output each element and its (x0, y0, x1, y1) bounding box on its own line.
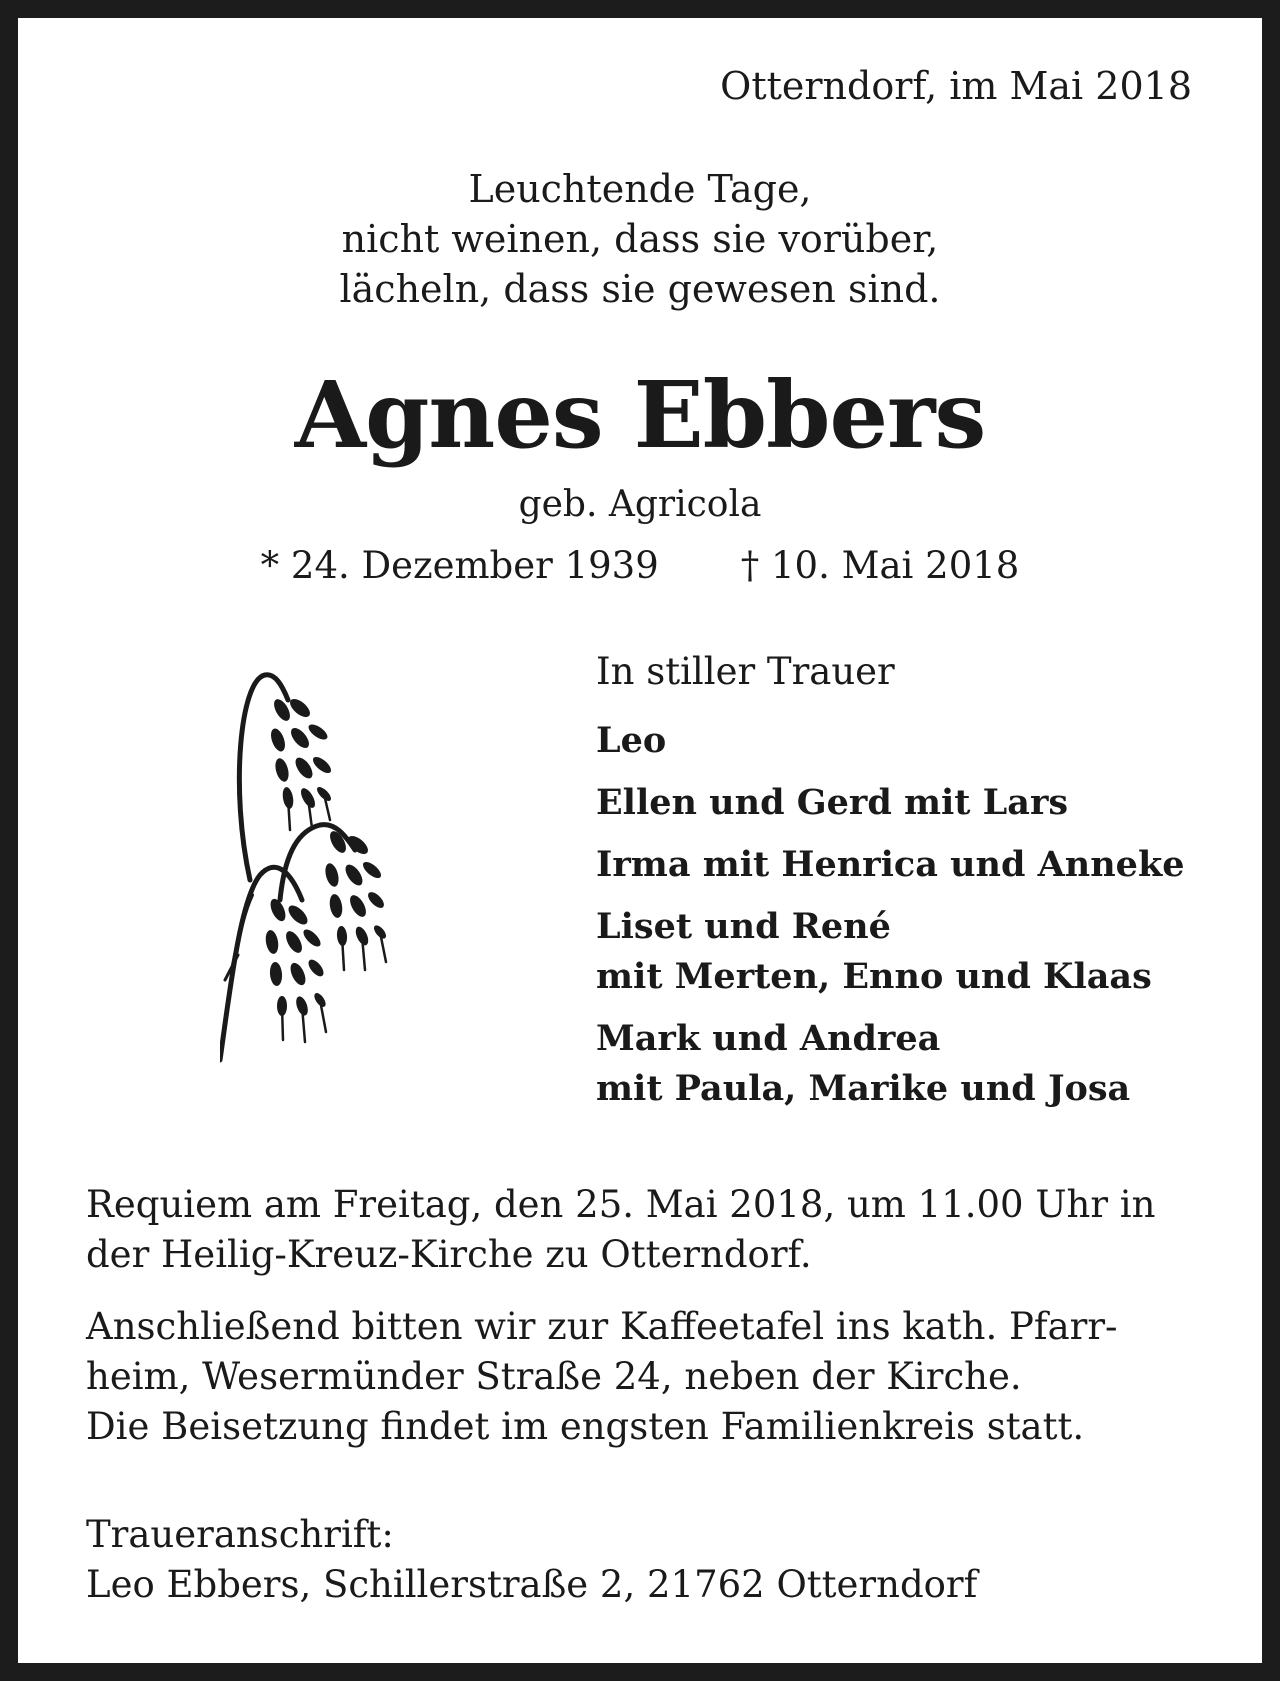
mourner-group (596, 778, 1216, 828)
mourner-line: mit Paula, Marike und Josa (596, 1068, 1131, 1109)
address-line: Leo Ebbers, Schillerstraße 2, 21762 Otterndorf (86, 1563, 978, 1606)
burial-info: Die Beisetzung findet im engsten Familienkreis statt. (86, 1405, 1085, 1448)
deceased-name: Agnes Ebbers (294, 361, 986, 469)
mourner-line: Ellen und Gerd mit Lars (596, 782, 1069, 823)
mourner-group (596, 840, 1216, 890)
address-label: Traueranschrift: (86, 1513, 394, 1556)
poem-line: Leuchtende Tage, (468, 167, 812, 211)
requiem-line: Requiem am Freitag, den 25. Mai 2018, um 11.00 Uhr in (86, 1183, 1156, 1226)
life-dates (0, 542, 1280, 590)
mourners-block (596, 648, 1216, 1126)
coffee-line: heim, Wesermünder Straße 24, neben der Kirche. (86, 1355, 1022, 1398)
wheat-ears-icon (220, 670, 420, 1070)
birth-name: geb. Agricola (518, 484, 762, 525)
mourner-group (596, 1014, 1216, 1114)
death-date: † 10. Mai 2018 (740, 544, 1020, 587)
mourner-line: Mark und Andrea (596, 1018, 941, 1059)
mourner-group (596, 716, 1216, 766)
poem-line: nicht weinen, dass sie vorüber, (341, 217, 939, 261)
mourning-intro: In stiller Trauer (596, 650, 895, 693)
mourner-line: Irma mit Henrica und Anneke (596, 844, 1185, 885)
poem (0, 164, 1280, 314)
requiem-info (86, 1180, 1196, 1280)
requiem-line: der Heilig-Kreuz-Kirche zu Otterndorf. (86, 1233, 812, 1276)
mourner-group (596, 902, 1216, 1002)
mourner-line: Leo (596, 720, 667, 761)
birth-date: * 24. Dezember 1939 (260, 544, 659, 587)
coffee-line: Anschließend bitten wir zur Kaffeetafel ins kath. Pfarr- (86, 1305, 1118, 1348)
mourner-line: mit Merten, Enno und Klaas (596, 956, 1152, 997)
dateline: Otterndorf, im Mai 2018 (720, 64, 1192, 108)
poem-line: lächeln, dass sie gewesen sind. (339, 267, 941, 311)
mourning-address (86, 1510, 1196, 1610)
coffee-info (86, 1302, 1196, 1452)
mourner-line: Liset und René (596, 906, 891, 947)
